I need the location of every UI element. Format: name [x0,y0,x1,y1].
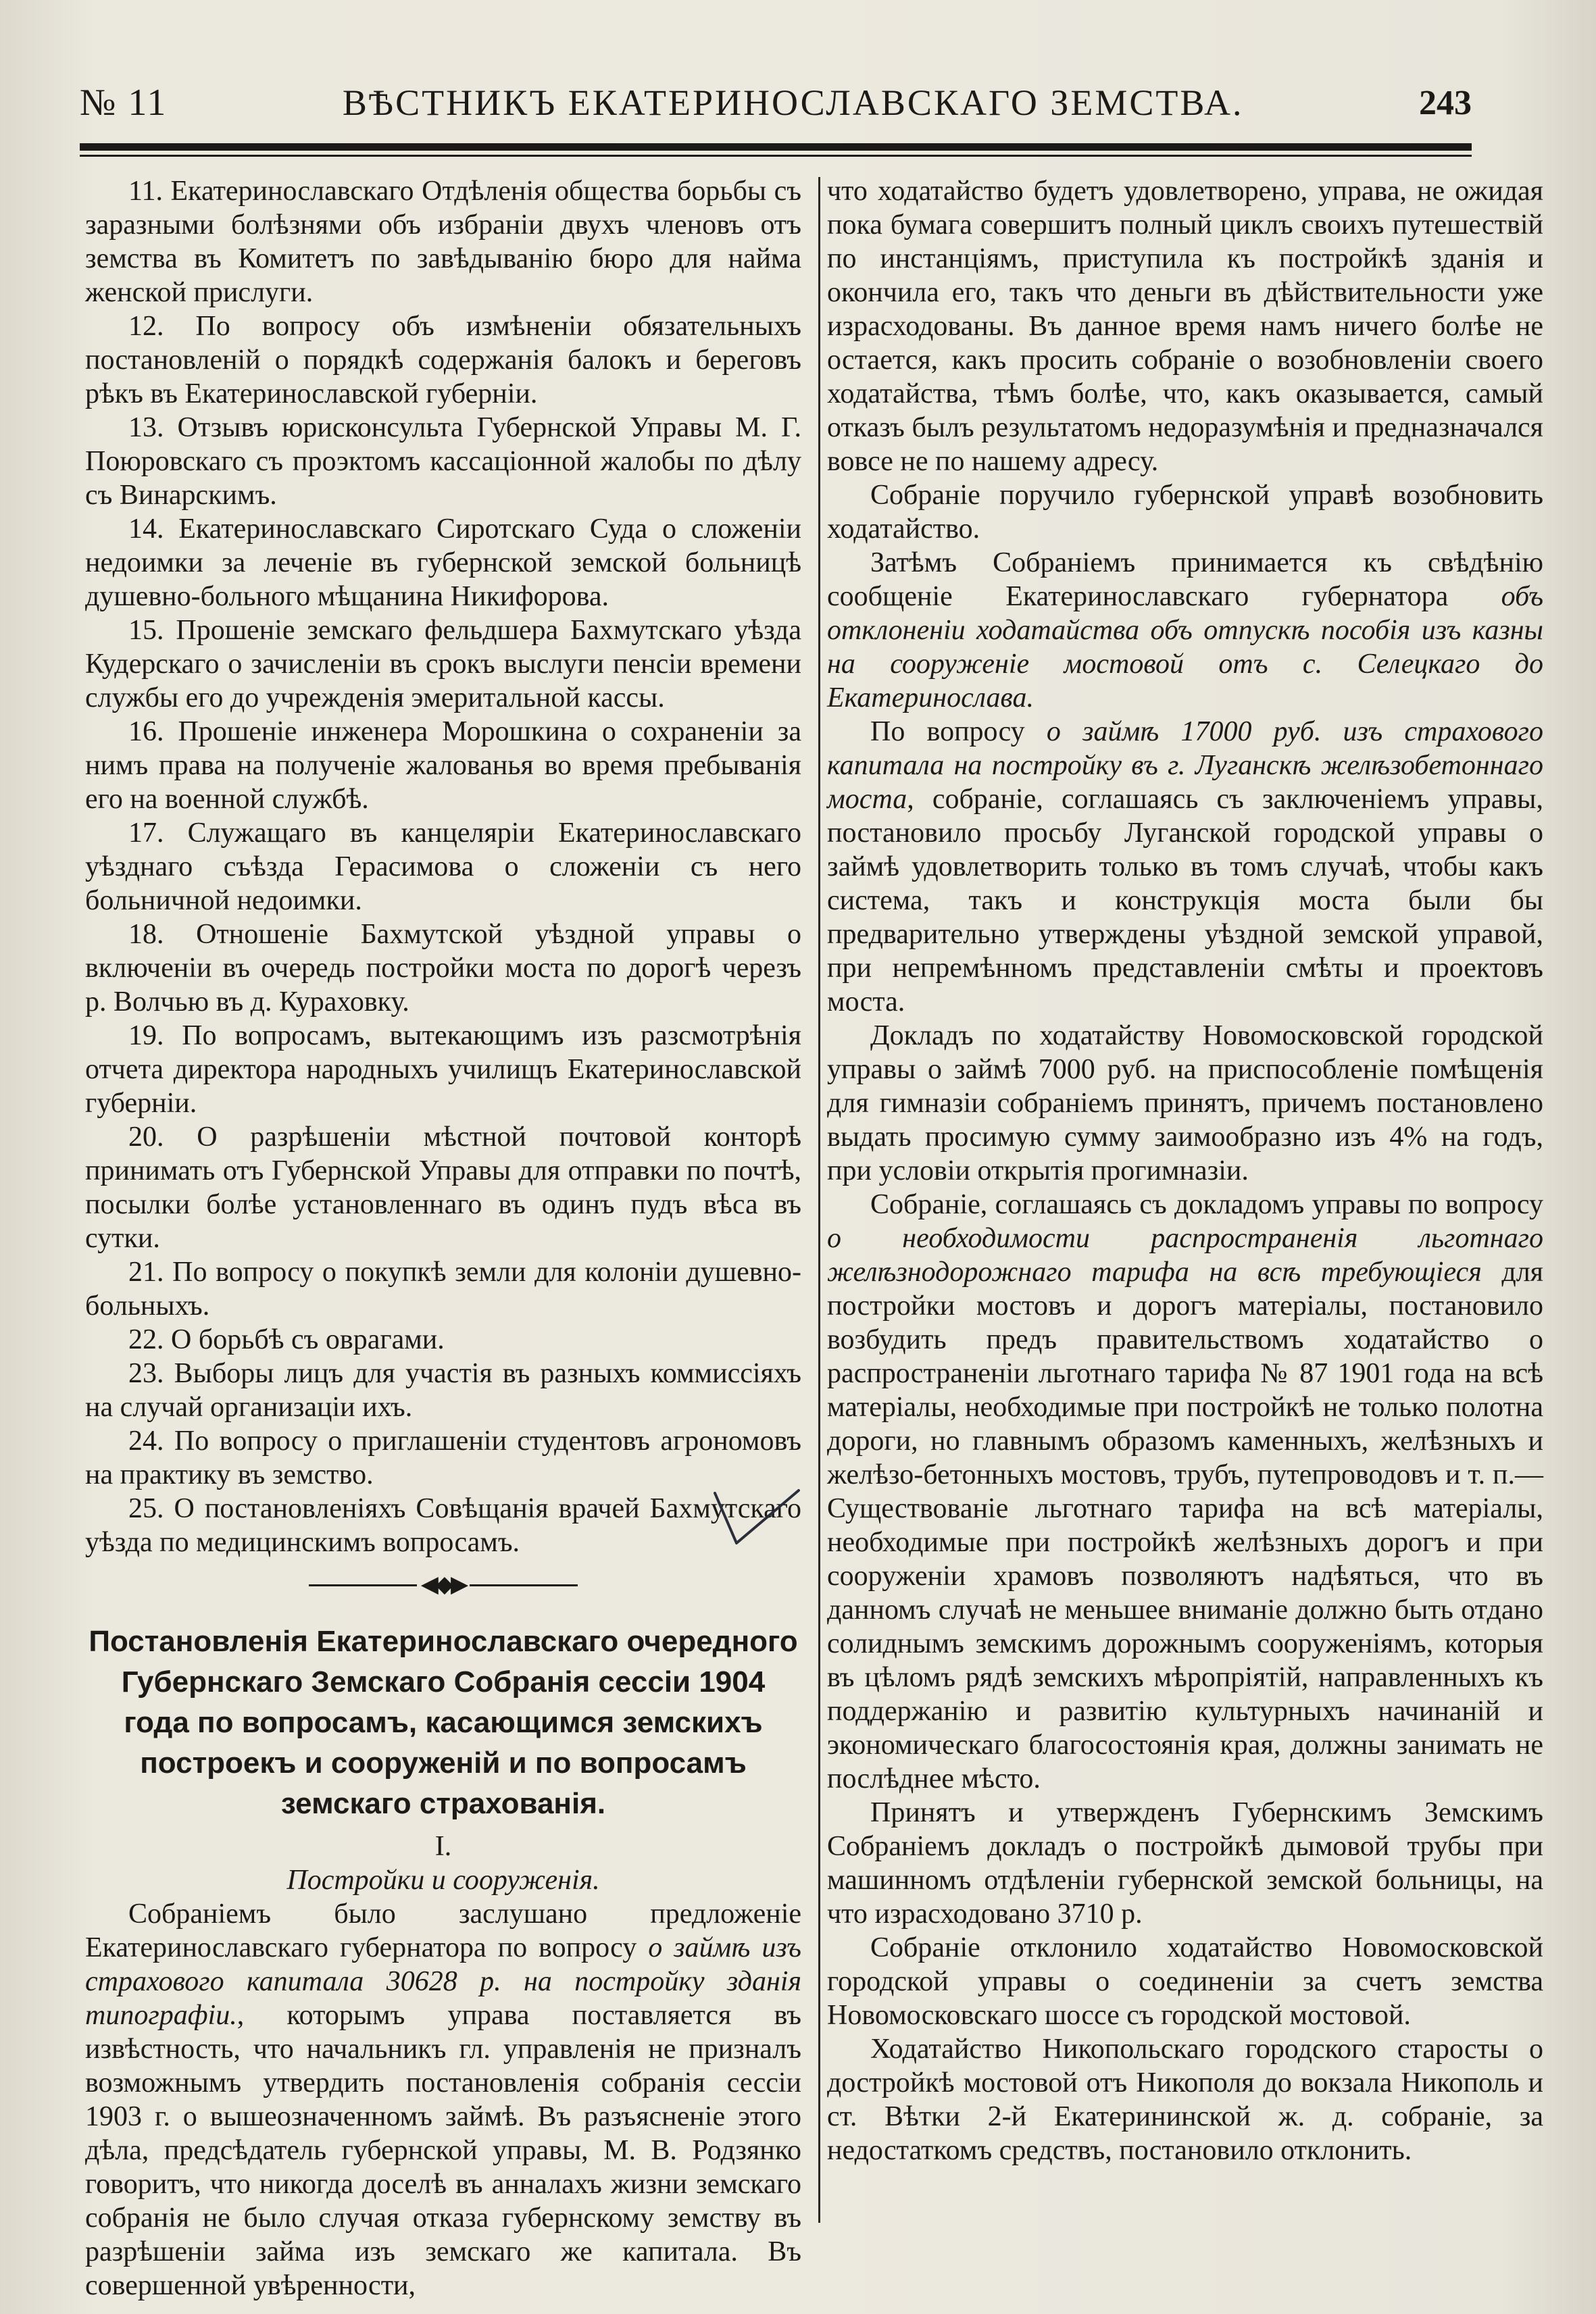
agenda-item: 13. Отзывъ юрисконсульта Губернской Управы М. Г. Поюровскаго съ проэктомъ кассаціонной жалобы по дѣлу съ Винарскимъ. [85,412,801,511]
paragraph: Принятъ и утвержденъ Губернскимъ Земскимъ Собраніемъ докладъ о постройкѣ дымовой трубы при машинномъ отдѣленіи губернской земской больницы, на что израсходовано 3710 р. [827,1797,1543,1930]
agenda-item: 16. Прошеніе инженера Морошкина о сохраненіи за нимъ права на полученіе жалованья во время пребыванія его на военной службѣ. [85,716,801,815]
agenda-item: 21. По вопросу о покупкѣ земли для колоніи душевно-больныхъ. [85,1257,801,1322]
page-header [80,76,1472,130]
agenda-item: 17. Служащаго въ канцеляріи Екатеринославскаго уѣзднаго съѣзда Герасимова о сложеніи съ него больничной недоимки. [85,818,801,916]
agenda-item: 11. Екатеринославскаго Отдѣленія общества борьбы съ заразными болѣзнями объ избраніи двухъ членовъ отъ земства въ Комитетъ по завѣдыванію бюро для найма женской прислуги. [85,176,801,308]
paragraph: Собраніе отклонило ходатайство Новомосковской городской управы о соединеніи за счетъ земства Новомосковскаго шоссе съ городской мостовой. [827,1932,1543,2031]
paragraph: Собраніемъ было заслушано предложеніе Екатеринославскаго губернатора по вопросу о займѣ изъ страхового капитала 30628 р. на постройку зданія типографіи., которымъ управа поставляется въ извѣстность, что начальникъ гл. управленія не призналъ возможнымъ утвердить постановленія собранія сессіи 1903 г. о вышеозначенномъ займѣ. Въ разъясненіе этого дѣла, предсѣдатель губернской управы, М. В. Родзянко говоритъ, что никогда доселѣ въ анналахъ жизни земскаго собранія не было случая отказа губернскому земству въ разрѣшеніи займа изъ земскаго же капитала. Въ совершенной увѣренности, [85,1898,801,2301]
section-title: Постановленія Екатеринославскаго очередного Губернскаго Земскаго Собранія сессіи 1904 года по вопросамъ, касающимся земскихъ построекъ и сооруженій и по вопросамъ земскаго страхованія. [89,1625,798,1820]
paragraph: Затѣмъ Собраніемъ принимается къ свѣдѣнію сообщеніе Екатеринославскаго губернатора объ отклоненіи ходатайства объ отпускѣ пособія изъ казны на сооруженіе мостовой отъ с. Селецкаго до Екатеринослава. [827,547,1543,713]
paragraph: Ходатайство Никопольскаго городского старосты о достройкѣ мостовой отъ Никополя до вокзала Никополь и ст. Вѣтки 2-й Екатерининской ж. д. собраніе, за недостаткомъ средствъ, постановило отклонить. [827,2034,1543,2166]
journal-title: ВѢСТНИКЪ ЕКАТЕРИНОСЛАВСКАГО ЗЕМСТВА. [342,82,1244,123]
paragraph: Собраніе, соглашаясь съ докладомъ управы по вопросу о необходимости распространенія льготнаго желѣзнодорожнаго тарифа на всѣ требующіеся для постройки мостовъ и дорогъ матеріалы, постановило возбудить предъ правительствомъ ходатайство о распространеніи льготнаго тарифа № 87 1901 года на всѣ матеріалы, необходимые при постройкѣ не только полотна дороги, но главнымъ образомъ каменныхъ, желѣзныхъ и желѣзо-бетонныхъ мостовъ, трубъ, путепроводовъ и т. п.—Существованіе льготнаго тарифа на всѣ матеріалы, необходимые при постройкѣ желѣзныхъ дорогъ и при сооруженіи храмовъ позволяютъ надѣяться, что въ данномъ случаѣ не меньшее вниманіе должно быть отдано солиднымъ земскимъ дорожнымъ сооруженіямъ, которыя въ цѣломъ рядѣ земскихъ мѣропріятій, направленныхъ къ поддержанію и развитію культурныхъ начинаній и экономическаго благосостоянія края, должны занимать не послѣднее мѣсто. [827,1189,1543,1794]
paragraph: Собраніе поручило губернской управѣ возобновить ходатайство. [827,480,1543,545]
header-rule-thick [80,143,1472,151]
section-number: I. [434,1831,452,1862]
paragraph: По вопросу о займѣ 17000 руб. изъ страхового капитала на постройку въ г. Луганскѣ желѣзобетоннаго моста, собраніе, соглашаясь съ заключеніемъ управы, постановило просьбу Луганской городской управы о займѣ удовлетворить только въ томъ случаѣ, чтобы какъ система, такъ и конструкція моста были бы предварительно утверждены уѣздной земской управой, при непремѣнномъ представленіи смѣты и проектовъ моста. [827,716,1543,1017]
agenda-item: 22. О борьбѣ съ оврагами. [128,1324,445,1355]
agenda-item: 14. Екатеринославскаго Сиротскаго Суда о сложеніи недоимки за леченіе въ губернской земской больницѣ душевно-больного мѣщанина Никифорова. [85,513,801,612]
page-number: 243 [1418,83,1472,122]
subsection-title: Постройки и сооруженія. [286,1865,600,1896]
paragraph: что ходатайство будетъ удовлетворено, управа, не ожидая пока бумага совершитъ полный циклъ своихъ путешествій по инстанціямъ, приступила къ постройкѣ зданія и окончила его, такъ что деньги въ дѣйствительности уже израсходованы. Въ данное время намъ ничего болѣе не остается, какъ просить собраніе о возобновленіи своего ходатайства, тѣмъ болѣе, что, какъ оказывается, самый отказъ былъ результатомъ недоразумѣнія и предназначался вовсе не по нашему адресу. [827,176,1543,477]
right-column [827,174,1543,2167]
paragraph: Докладъ по ходатайству Новомосковской городской управы о займѣ 7000 руб. на приспособленіе помѣщенія для гимназіи собраніемъ принятъ, причемъ постановлено выдать просимую сумму заимообразно изъ 4% на годъ, при условіи открытія прогимназіи. [827,1020,1543,1186]
column-divider [818,177,820,2223]
agenda-item: 18. Отношеніе Бахмутской уѣздной управы о включеніи въ очередь постройки моста по дорогѣ черезъ р. Волчью въ д. Кураховку. [85,919,801,1017]
left-column [85,174,801,2303]
agenda-item: 25. О постановленіяхъ Совѣщанія врачей Бахмутскаго уѣзда по медицинскимъ вопросамъ. [85,1493,801,1558]
agenda-item: 24. По вопросу о приглашеніи студентовъ агрономовъ на практику въ земство. [85,1426,801,1490]
issue-number: № 11 [80,82,168,124]
header-rule-thin [80,155,1472,157]
agenda-item: 12. По вопросу объ измѣненіи обязательныхъ постановленій о порядкѣ содержанія балокъ и береговъ рѣкъ въ Екатеринославской губерніи. [85,311,801,409]
handwritten-check-mark [709,1486,804,1554]
agenda-item: 19. По вопросамъ, вытекающимъ изъ разсмотрѣнія отчета директора народныхъ училищъ Екатеринославской губерніи. [85,1020,801,1119]
agenda-item: 23. Выборы лицъ для участія въ разныхъ коммиссіяхъ на случай организаціи ихъ. [85,1358,801,1423]
agenda-item: 15. Прошеніе земскаго фельдшера Бахмутскаго уѣзда Кудерскаго о зачисленіи въ срокъ выслуги пенсіи времени службы его до учрежденія эмеритальной кассы. [85,615,801,713]
section-ornament: ◀◆▶ [85,1565,801,1605]
agenda-item: 20. О разрѣшеніи мѣстной почтовой конторѣ принимать отъ Губернской Управы для отправки по почтѣ, посылки болѣе установленнаго въ одинъ пудъ вѣса въ сутки. [85,1122,801,1254]
